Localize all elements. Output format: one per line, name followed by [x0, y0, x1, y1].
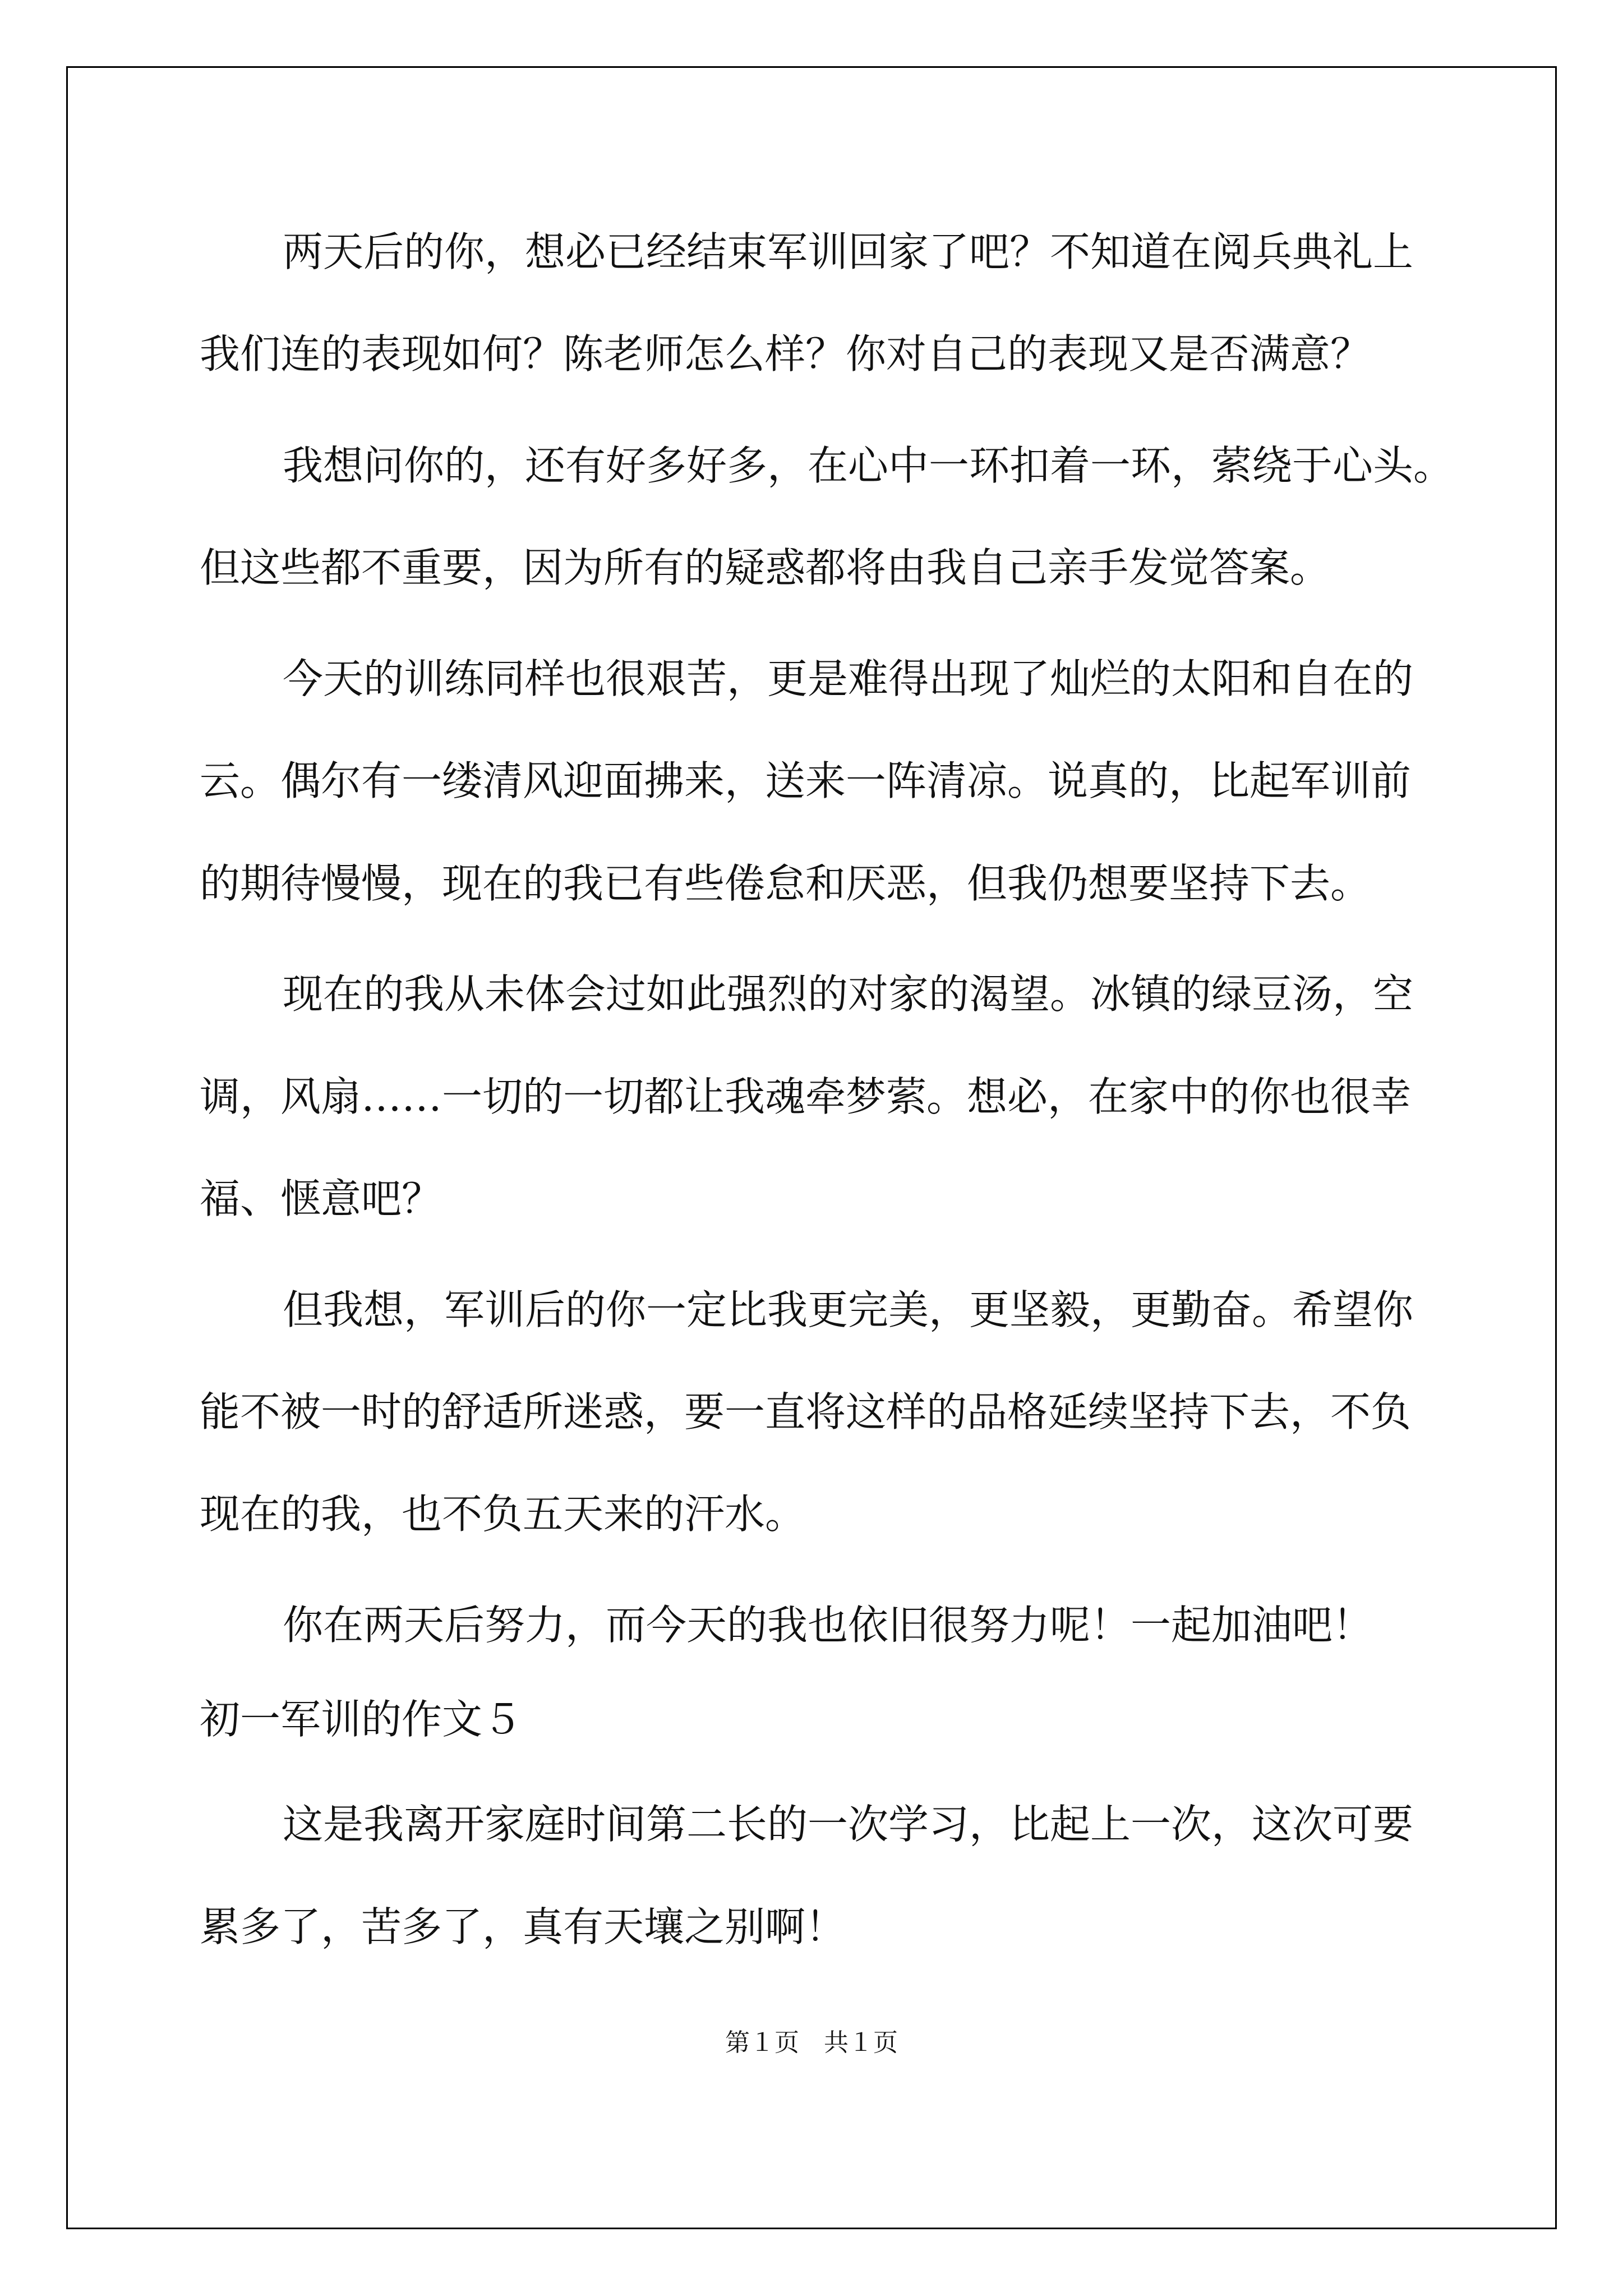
text-line: 的期待慢慢，现在的我已有些倦怠和厌恶，但我仍想要坚持下去。 [200, 860, 1371, 907]
text-line: 但我想，军训后的你一定比我更完美，更坚毅，更勤奋。希望你 [283, 1286, 1414, 1333]
text-line: 调，风扇……一切的一切都让我魂牵梦萦。想必，在家中的你也很幸 [200, 1073, 1412, 1120]
text-line: 能不被一时的舒适所迷惑，要一直将这样的品格延续坚持下去，不负 [200, 1388, 1412, 1435]
text-line: 你在两天后努力，而今天的我也依旧很努力呢！一起加油吧！ [283, 1602, 1373, 1649]
text-line: 云。偶尔有一缕清风迎面拂来，送来一阵清凉。说真的，比起军训前 [200, 757, 1412, 804]
text-line: 我们连的表现如何？陈老师怎么样？你对自己的表现又是否满意？ [200, 330, 1371, 378]
text-line: 现在的我从未体会过如此强烈的对家的渴望。冰镇的绿豆汤，空 [283, 970, 1414, 1018]
text-line: 累多了，苦多了，真有天壤之别啊！ [200, 1903, 846, 1950]
text-line: 今天的训练同样也很艰苦，更是难得出现了灿烂的太阳和自在的 [283, 655, 1414, 702]
text-line: 但这些都不重要，因为所有的疑惑都将由我自己亲手发觉答案。 [200, 544, 1331, 591]
text-line: 福、惬意吧？ [200, 1175, 442, 1222]
text-line: 这是我离开家庭时间第二长的一次学习，比起上一次，这次可要 [283, 1801, 1414, 1848]
text-line: 我想问你的，还有好多好多，在心中一环扣着一环，萦绕于心头。 [283, 442, 1454, 489]
page-footer: 第１页 共１页 [725, 2029, 898, 2056]
text-line: 现在的我，也不负五天来的汗水。 [200, 1490, 806, 1538]
section-heading: 初一军训的作文５ [200, 1696, 523, 1743]
text-line: 两天后的你，想必已经结束军训回家了吧？不知道在阅兵典礼上 [283, 228, 1414, 275]
